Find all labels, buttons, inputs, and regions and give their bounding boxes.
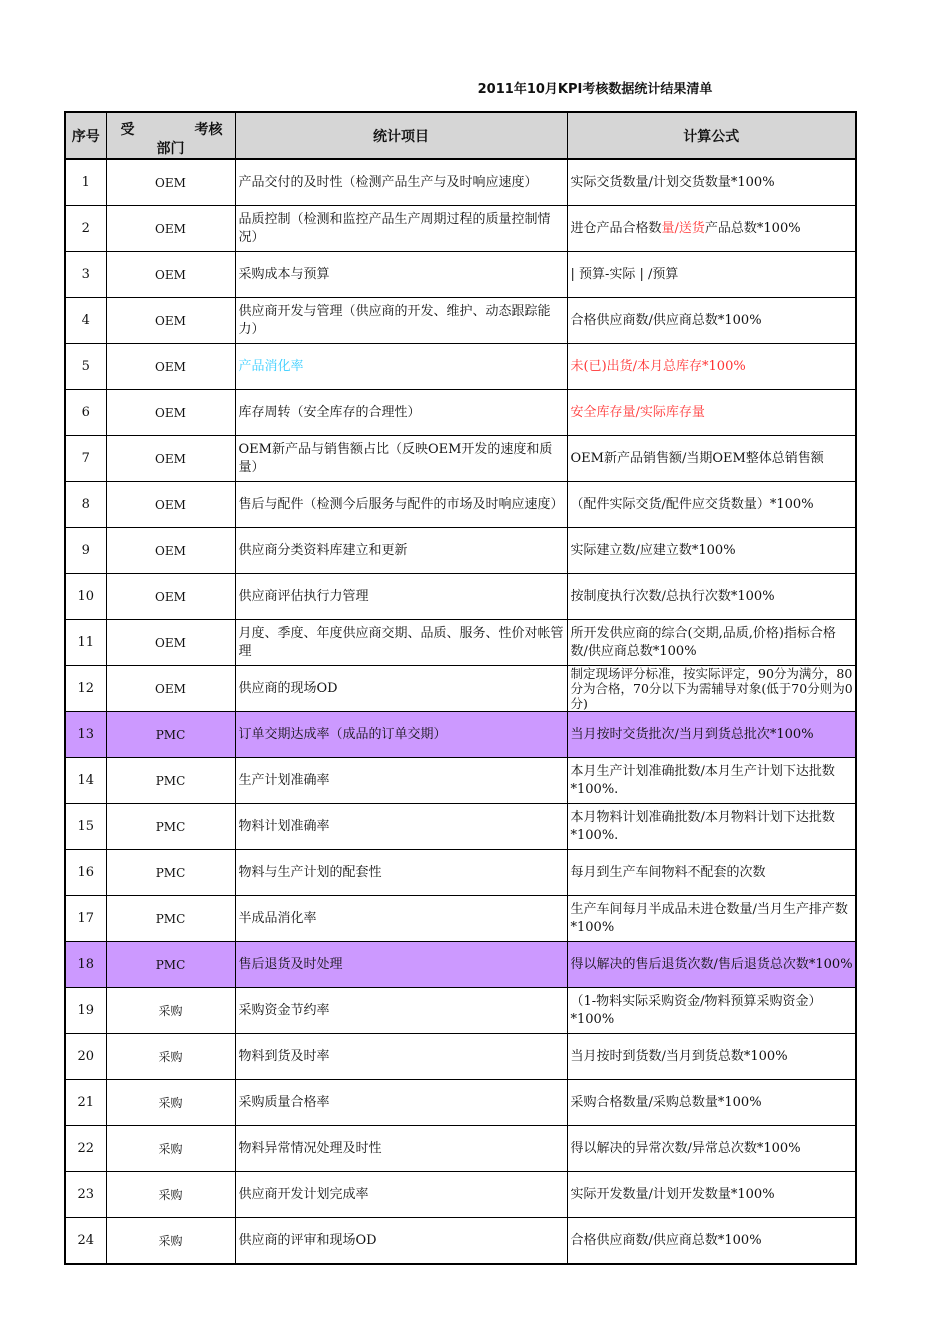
table-header-row bbox=[65, 112, 856, 159]
row-dept: 采购 bbox=[106, 1080, 235, 1126]
row-no: 14 bbox=[65, 758, 106, 804]
row-item: OEM新产品与销售额占比（反映OEM开发的速度和质量） bbox=[235, 436, 567, 482]
row-no: 9 bbox=[65, 528, 106, 574]
row-no: 17 bbox=[65, 896, 106, 942]
row-item: 供应商开发与管理（供应商的开发、维护、动态跟踪能力） bbox=[235, 298, 567, 344]
row-formula: 所开发供应商的综合(交期,品质,价格)指标合格数/供应商总数*100% bbox=[567, 620, 856, 666]
row-formula bbox=[567, 206, 856, 252]
row-item: 供应商的评审和现场OD bbox=[235, 1218, 567, 1265]
row-formula: 当月按时到货数/当月到货总数*100% bbox=[567, 1034, 856, 1080]
table-row bbox=[65, 482, 856, 528]
table-row bbox=[65, 528, 856, 574]
row-dept: OEM bbox=[106, 528, 235, 574]
row-dept: PMC bbox=[106, 850, 235, 896]
row-dept: OEM bbox=[106, 482, 235, 528]
row-formula: 实际建立数/应建立数*100% bbox=[567, 528, 856, 574]
row-formula: 制定现场评分标准，按实际评定，90分为满分，80分为合格，70分以下为需辅导对象(低于70分则为0分) bbox=[567, 666, 856, 712]
row-item: 库存周转（安全库存的合理性） bbox=[235, 390, 567, 436]
row-item: 产品消化率 bbox=[235, 344, 567, 390]
row-no: 8 bbox=[65, 482, 106, 528]
header-dept-part2: 考核 bbox=[194, 122, 223, 138]
row-item: 订单交期达成率（成品的订单交期） bbox=[235, 712, 567, 758]
row-formula: 生产车间每月半成品未进仓数量/当月生产排产数*100% bbox=[567, 896, 856, 942]
row-item: 供应商评估执行力管理 bbox=[235, 574, 567, 620]
row-item: 物料计划准确率 bbox=[235, 804, 567, 850]
row-dept: 采购 bbox=[106, 988, 235, 1034]
row-dept: OEM bbox=[106, 206, 235, 252]
row-item: 物料到货及时率 bbox=[235, 1034, 567, 1080]
table-row bbox=[65, 1218, 856, 1265]
row-item: 采购质量合格率 bbox=[235, 1080, 567, 1126]
row-no: 18 bbox=[65, 942, 106, 988]
row-dept: 采购 bbox=[106, 1034, 235, 1080]
row-item: 生产计划准确率 bbox=[235, 758, 567, 804]
header-dept-part3: 部门 bbox=[156, 141, 185, 157]
formula-part: 进仓产品合格数 bbox=[570, 220, 662, 236]
row-formula: 实际开发数量/计划开发数量*100% bbox=[567, 1172, 856, 1218]
header-dept bbox=[106, 112, 235, 159]
table-row bbox=[65, 758, 856, 804]
row-no: 13 bbox=[65, 712, 106, 758]
row-dept: OEM bbox=[106, 436, 235, 482]
table-row bbox=[65, 804, 856, 850]
row-formula: 安全库存量/实际库存量 bbox=[567, 390, 856, 436]
report-title: 2011年10月KPI考核数据统计结果清单 bbox=[477, 82, 713, 97]
row-no: 15 bbox=[65, 804, 106, 850]
row-item: 供应商分类资料库建立和更新 bbox=[235, 528, 567, 574]
header-item: 统计项目 bbox=[235, 112, 567, 159]
row-no: 23 bbox=[65, 1172, 106, 1218]
formula-part-highlight: 量/送货 bbox=[661, 220, 705, 236]
row-formula: OEM新产品销售额/当期OEM整体总销售额 bbox=[567, 436, 856, 482]
row-item: 产品交付的及时性（检测产品生产与及时响应速度） bbox=[235, 159, 567, 206]
table-row bbox=[65, 436, 856, 482]
row-formula: 本月物料计划准确批数/本月物料计划下达批数*100%. bbox=[567, 804, 856, 850]
row-formula: 得以解决的异常次数/异常总次数*100% bbox=[567, 1126, 856, 1172]
row-formula: 当月按时交货批次/当月到货总批次*100% bbox=[567, 712, 856, 758]
row-no: 11 bbox=[65, 620, 106, 666]
table-row bbox=[65, 850, 856, 896]
row-dept: OEM bbox=[106, 252, 235, 298]
row-item: 供应商的现场OD bbox=[235, 666, 567, 712]
table-row bbox=[65, 298, 856, 344]
row-item: 采购资金节约率 bbox=[235, 988, 567, 1034]
row-formula: 未(已)出货/本月总库存*100% bbox=[567, 344, 856, 390]
row-item: 供应商开发计划完成率 bbox=[235, 1172, 567, 1218]
row-item: 售后退货及时处理 bbox=[235, 942, 567, 988]
header-no: 序号 bbox=[65, 112, 106, 159]
row-formula: 本月生产计划准确批数/本月生产计划下达批数*100%. bbox=[567, 758, 856, 804]
row-dept: OEM bbox=[106, 298, 235, 344]
row-formula: 按制度执行次数/总执行次数*100% bbox=[567, 574, 856, 620]
row-dept: OEM bbox=[106, 620, 235, 666]
row-item: 半成品消化率 bbox=[235, 896, 567, 942]
table-row bbox=[65, 390, 856, 436]
row-no: 24 bbox=[65, 1218, 106, 1265]
header-dept-part1: 受 bbox=[120, 122, 135, 138]
row-dept: PMC bbox=[106, 942, 235, 988]
row-item: 品质控制（检测和监控产品生产周期过程的质量控制情况） bbox=[235, 206, 567, 252]
row-dept: OEM bbox=[106, 574, 235, 620]
row-formula: 得以解决的售后退货次数/售后退货总次数*100% bbox=[567, 942, 856, 988]
row-no: 19 bbox=[65, 988, 106, 1034]
kpi-table bbox=[64, 111, 857, 1265]
row-no: 16 bbox=[65, 850, 106, 896]
row-no: 12 bbox=[65, 666, 106, 712]
row-dept: 采购 bbox=[106, 1218, 235, 1265]
row-formula: 每月到生产车间物料不配套的次数 bbox=[567, 850, 856, 896]
row-dept: OEM bbox=[106, 390, 235, 436]
row-dept: OEM bbox=[106, 344, 235, 390]
row-formula: 实际交货数量/计划交货数量*100% bbox=[567, 159, 856, 206]
row-no: 22 bbox=[65, 1126, 106, 1172]
row-no: 6 bbox=[65, 390, 106, 436]
table-row bbox=[65, 1034, 856, 1080]
row-dept: PMC bbox=[106, 804, 235, 850]
row-formula: （1-物料实际采购资金/物料预算采购资金）*100% bbox=[567, 988, 856, 1034]
row-dept: 采购 bbox=[106, 1172, 235, 1218]
row-no: 2 bbox=[65, 206, 106, 252]
row-dept: PMC bbox=[106, 712, 235, 758]
row-dept: OEM bbox=[106, 666, 235, 712]
row-formula: 合格供应商数/供应商总数*100% bbox=[567, 298, 856, 344]
row-item: 采购成本与预算 bbox=[235, 252, 567, 298]
table-row bbox=[65, 620, 856, 666]
row-no: 3 bbox=[65, 252, 106, 298]
table-row bbox=[65, 344, 856, 390]
row-no: 21 bbox=[65, 1080, 106, 1126]
table-row-highlighted bbox=[65, 942, 856, 988]
row-no: 20 bbox=[65, 1034, 106, 1080]
row-dept: 采购 bbox=[106, 1126, 235, 1172]
row-dept: PMC bbox=[106, 758, 235, 804]
table-row bbox=[65, 1126, 856, 1172]
table-row bbox=[65, 252, 856, 298]
row-item: 物料异常情况处理及时性 bbox=[235, 1126, 567, 1172]
row-formula: 合格供应商数/供应商总数*100% bbox=[567, 1218, 856, 1265]
table-row-highlighted bbox=[65, 712, 856, 758]
row-no: 10 bbox=[65, 574, 106, 620]
row-no: 7 bbox=[65, 436, 106, 482]
table-row bbox=[65, 666, 856, 712]
formula-part: 产品总数*100% bbox=[704, 220, 801, 236]
table-row bbox=[65, 206, 856, 252]
table-row bbox=[65, 574, 856, 620]
row-item: 月度、季度、年度供应商交期、品质、服务、性价对帐管理 bbox=[235, 620, 567, 666]
row-dept: OEM bbox=[106, 159, 235, 206]
row-item: 物料与生产计划的配套性 bbox=[235, 850, 567, 896]
row-dept: PMC bbox=[106, 896, 235, 942]
row-formula: （配件实际交货/配件应交货数量）*100% bbox=[567, 482, 856, 528]
table-row bbox=[65, 896, 856, 942]
row-no: 5 bbox=[65, 344, 106, 390]
table-row bbox=[65, 988, 856, 1034]
table-row bbox=[65, 159, 856, 206]
header-formula: 计算公式 bbox=[567, 112, 856, 159]
table-row bbox=[65, 1080, 856, 1126]
row-formula: 采购合格数量/采购总数量*100% bbox=[567, 1080, 856, 1126]
row-formula: | 预算-实际 | /预算 bbox=[567, 252, 856, 298]
row-no: 4 bbox=[65, 298, 106, 344]
row-no: 1 bbox=[65, 159, 106, 206]
table-row bbox=[65, 1172, 856, 1218]
row-item: 售后与配件（检测今后服务与配件的市场及时响应速度） bbox=[235, 482, 567, 528]
